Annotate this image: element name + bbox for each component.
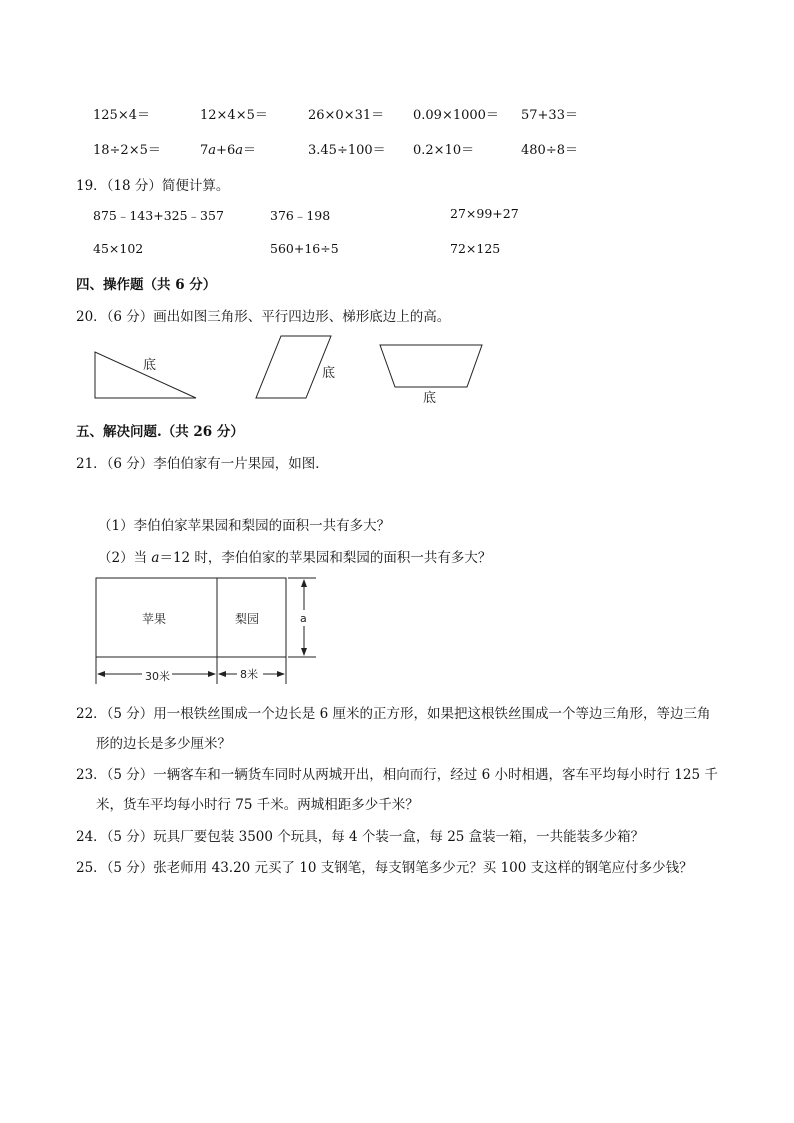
question-22-line-1: 22．（5 分）用一根铁丝围成一个边长是 6 厘米的正方形，如果把这根铁丝围成一个等边三角形，等边三角 <box>76 706 711 722</box>
calc-item: 0.09×1000＝ <box>413 108 499 123</box>
parallelogram-base-label: 底 <box>322 366 336 381</box>
question-20-title: 20．（6 分）画出如图三角形、平行四边形、梯形底边上的高。 <box>76 309 451 325</box>
question-21-title: 21．（6 分）李伯伯家有一片果园，如图． <box>76 456 329 472</box>
trapezoid-shape <box>380 345 482 387</box>
arrow-up <box>301 579 307 587</box>
calc-part: ＝ <box>242 143 256 158</box>
section-heading-4: 四、操作题（共 6 分） <box>76 277 217 293</box>
calc-item: 26×0×31＝ <box>308 108 385 123</box>
calc-item: 45×102 <box>93 241 144 256</box>
calc-item: 125×4＝ <box>93 108 150 123</box>
variable: a <box>151 550 160 566</box>
question-23-line-1: 23．（5 分）一辆客车和一辆货车同时从两城开出，相向而行，经过 6 小时相遇，客车平均每小时行 125 千 <box>76 767 718 783</box>
calc-item: 560+16÷5 <box>270 241 339 256</box>
apple-label: 苹果 <box>142 612 167 626</box>
arrow-right-8 <box>277 671 285 677</box>
calc-item: 376﹣198 <box>270 208 331 223</box>
question-19-title: 19．（18 分）简便计算。 <box>76 178 230 194</box>
calc-item: 27×99+27 <box>450 206 519 221</box>
calc-item: 72×125 <box>450 241 501 256</box>
sub-2-suffix: ＝12 时，李伯伯家的苹果园和梨园的面积一共有多大？ <box>159 550 492 566</box>
trapezoid-base-label: 底 <box>423 391 437 406</box>
orchard-diagram <box>0 560 794 700</box>
question-23-line-2: 米，货车平均每小时行 75 千米。两城相距多少千米？ <box>96 797 419 813</box>
calc-item: 3.45÷100＝ <box>308 143 386 158</box>
triangle-base-label: 底 <box>143 358 157 373</box>
width-30-label: 30米 <box>145 670 170 683</box>
question-24: 24．（5 分）玩具厂要包装 3500 个玩具，每 4 个装一盒，每 25 盒装一箱，一共能装多少箱？ <box>76 829 645 845</box>
calc-item: 18÷2×5＝ <box>93 143 161 158</box>
calc-item: 875﹣143+325﹣357 <box>93 208 224 223</box>
arrow-left-30 <box>97 671 105 677</box>
calc-item: 12×4×5＝ <box>200 108 268 123</box>
parallelogram-shape <box>256 336 331 398</box>
arrow-down <box>301 648 307 656</box>
variable: a <box>235 143 243 158</box>
question-22-line-2: 形的边长是多少厘米？ <box>96 736 231 752</box>
height-label: a <box>300 612 307 625</box>
pear-label: 梨园 <box>235 612 260 626</box>
sub-2-prefix: （2）当 <box>98 550 152 566</box>
calc-item: 480÷8＝ <box>521 143 578 158</box>
q20-shapes <box>0 0 794 420</box>
calc-item: 57+33＝ <box>521 108 578 123</box>
calc-part: 7 <box>200 143 209 158</box>
question-25: 25．（5 分）张老师用 43.20 元买了 10 支钢笔，每支钢笔多少元？买 100 支这样的钢笔应付多少钱？ <box>76 860 693 876</box>
variable: a <box>208 143 217 158</box>
arrow-right-30 <box>208 671 216 677</box>
question-21-sub-1: （1）李伯伯家苹果园和梨园的面积一共有多大？ <box>98 518 391 534</box>
arrow-left-8 <box>218 671 226 677</box>
section-heading-5: 五、解决问题.（共 26 分） <box>76 424 244 440</box>
calc-part: +6 <box>216 143 236 158</box>
calc-item: 0.2×10＝ <box>413 143 475 158</box>
width-8-label: 8米 <box>240 668 258 681</box>
